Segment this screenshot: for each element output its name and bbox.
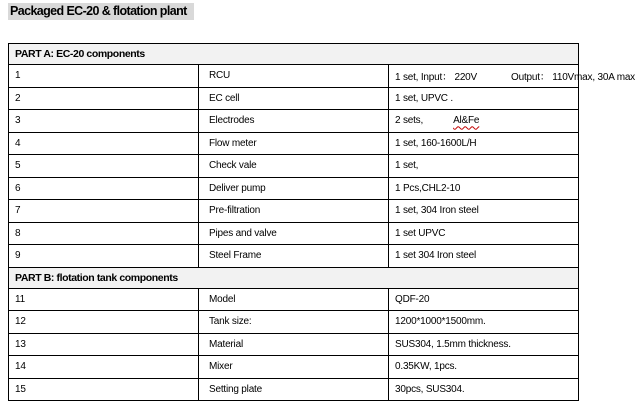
section-b-title: PART B: flotation tank components xyxy=(9,267,579,288)
component-spec: 1 set, xyxy=(389,155,579,178)
component-spec: 30pcs, SUS304. xyxy=(389,378,579,401)
row-number: 3 xyxy=(9,110,199,133)
component-spec: 1 set, 304 Iron steel xyxy=(389,200,579,223)
component-name: Steel Frame xyxy=(199,245,389,268)
table-row xyxy=(9,222,579,245)
table-row xyxy=(9,200,579,223)
component-name: EC cell xyxy=(199,87,389,110)
component-name: RCU xyxy=(199,65,389,88)
table-row xyxy=(9,245,579,268)
component-name: Pipes and valve xyxy=(199,222,389,245)
component-spec: 1 set UPVC xyxy=(389,222,579,245)
row-number: 15 xyxy=(9,378,199,401)
table-row xyxy=(9,132,579,155)
component-name: Mixer xyxy=(199,356,389,379)
component-spec: 1 set, UPVC . xyxy=(389,87,579,110)
row-number: 12 xyxy=(9,311,199,334)
table-row xyxy=(9,378,579,401)
page-title-banner xyxy=(8,3,194,20)
table-row xyxy=(9,356,579,379)
spec-extra-text: Al&Fe xyxy=(453,115,480,127)
table-row xyxy=(9,110,579,133)
component-spec: 1 set 304 Iron steel xyxy=(389,245,579,268)
table-row xyxy=(9,155,579,178)
component-spec: 0.35KW, 1pcs. xyxy=(389,356,579,379)
section-a-header xyxy=(9,44,579,65)
table-row xyxy=(9,177,579,200)
row-number: 14 xyxy=(9,356,199,379)
component-spec: 1 set, 160-1600L/H xyxy=(389,132,579,155)
row-number: 8 xyxy=(9,222,199,245)
component-spec: 1200*1000*1500mm. xyxy=(389,311,579,334)
component-spec xyxy=(389,110,579,133)
section-b-header xyxy=(9,267,579,288)
section-a-title: PART A: EC-20 components xyxy=(9,44,579,65)
component-name: Check vale xyxy=(199,155,389,178)
table-row xyxy=(9,288,579,311)
component-name: Electrodes xyxy=(199,110,389,133)
spec-text: 2 sets, xyxy=(395,115,424,127)
spec-extra-text: Output： 110Vmax, 30A max xyxy=(511,72,635,84)
row-number: 4 xyxy=(9,132,199,155)
row-number: 11 xyxy=(9,288,199,311)
component-spec: QDF-20 xyxy=(389,288,579,311)
table-row xyxy=(9,311,579,334)
component-spec xyxy=(389,65,635,88)
row-number: 9 xyxy=(9,245,199,268)
component-name: Material xyxy=(199,333,389,356)
component-name: Setting plate xyxy=(199,378,389,401)
components-table xyxy=(8,43,635,401)
table-row xyxy=(9,333,579,356)
table-row xyxy=(9,65,579,88)
component-spec: 1 Pcs,CHL2-10 xyxy=(389,177,579,200)
table-row xyxy=(9,87,579,110)
component-spec: SUS304, 1.5mm thickness. xyxy=(389,333,579,356)
row-number: 1 xyxy=(9,65,199,88)
row-number: 5 xyxy=(9,155,199,178)
component-name: Flow meter xyxy=(199,132,389,155)
row-number: 2 xyxy=(9,87,199,110)
row-number: 6 xyxy=(9,177,199,200)
component-name: Deliver pump xyxy=(199,177,389,200)
component-name: Pre-filtration xyxy=(199,200,389,223)
component-name: Tank size: xyxy=(199,311,389,334)
row-number: 13 xyxy=(9,333,199,356)
row-number: 7 xyxy=(9,200,199,223)
component-name: Model xyxy=(199,288,389,311)
spec-text: 1 set, Input： 220V xyxy=(395,72,478,84)
page-title: Packaged EC-20 & flotation plant xyxy=(10,4,187,18)
